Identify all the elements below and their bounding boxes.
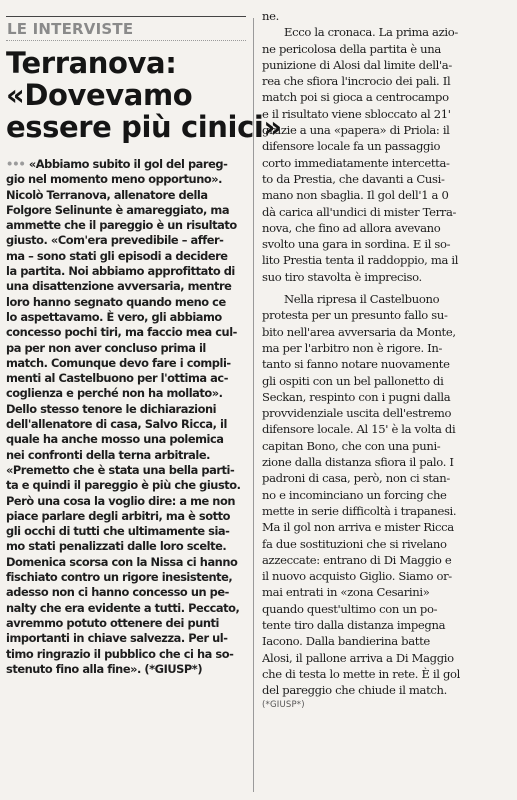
section-divider <box>6 40 246 41</box>
text-line-content: menti al Castelbuono per l'ottima ac- <box>6 371 228 386</box>
text-line-content: una disattenzione avversaria, mentre <box>6 279 232 294</box>
text-line-content: «Abbiamo subito il gol del pareg- <box>28 157 228 171</box>
text-line-content: nalty che era evidente a tutti. Peccato, <box>6 600 240 615</box>
text-line-content: provvidenziale uscita dell'estremo <box>262 406 452 421</box>
match-report-column <box>262 8 512 710</box>
text-line <box>6 616 246 631</box>
text-line: rea che sfiora l'incrocio dei pali. Il <box>262 74 451 89</box>
text-line: ne pericolosa della partita è una <box>262 41 441 56</box>
text-line <box>262 503 512 519</box>
headline-line: essere più cinici» <box>6 110 282 144</box>
text-line <box>6 249 246 264</box>
headline <box>6 46 282 144</box>
text-line <box>6 264 246 279</box>
text-line <box>6 172 246 187</box>
text-line <box>262 405 512 421</box>
text-line <box>6 631 246 646</box>
text-line-content: quando quest'ultimo con un po- <box>262 601 438 616</box>
text-line <box>6 601 246 616</box>
text-line: dà carica all'undici di mister Terra- <box>262 204 457 219</box>
text-line-content: la partita. Noi abbiamo approfittato di <box>6 264 235 279</box>
text-line <box>6 371 246 386</box>
text-line-content: Nicolò Terranova, allenatore della <box>6 187 208 202</box>
text-line <box>262 487 512 503</box>
text-line: to da Prestia, che davanti a Cusi- <box>262 171 445 186</box>
lead-bullets: ••• <box>6 157 25 171</box>
text-line-content: dell'allenatore di casa, Salvo Ricca, il <box>6 417 227 432</box>
text-line-content: il nuovo acquisto Giglio. Siamo or- <box>262 569 452 584</box>
text-line <box>6 570 246 585</box>
text-line <box>262 536 512 552</box>
section-label: LE INTERVISTE <box>7 20 134 38</box>
text-line <box>262 601 512 617</box>
match-report-body <box>262 8 512 698</box>
text-line-content: bito nell'area avversaria da Monte, <box>262 324 456 339</box>
text-line <box>262 421 512 437</box>
headline-line: Terranova: <box>6 46 177 80</box>
text-line <box>6 341 246 356</box>
text-line-content: Iacono. Dalla bandierina batte <box>262 634 430 649</box>
text-line <box>6 539 246 554</box>
text-line: match poi si gioca a centrocampo <box>262 90 449 105</box>
text-line: grazie a una «papera» di Priola: il <box>262 123 450 138</box>
text-line <box>6 585 246 600</box>
text-line-content: capitan Bono, che con una puni- <box>262 438 441 453</box>
text-line: punizione di Alosi dal limite dell'a- <box>262 57 452 72</box>
text-line-content: no e incominciano un forcing che <box>262 487 447 502</box>
text-line <box>262 8 512 24</box>
text-line <box>262 389 512 405</box>
text-line-content: Ma il gol non arriva e mister Ricca <box>262 520 454 535</box>
text-line <box>6 448 246 463</box>
top-rule <box>6 16 246 17</box>
text-line <box>262 666 512 682</box>
text-line-content: Domenica scorsa con la Nissa ci hanno <box>6 554 238 569</box>
text-line-content: pa per non aver concluso prima il <box>6 340 206 355</box>
text-line: corto immediatamente intercetta- <box>262 155 450 170</box>
text-line <box>262 650 512 666</box>
text-line-content: Alosi, il pallone arriva a Di Maggio <box>262 650 454 665</box>
headline-line: «Dovevamo <box>6 78 193 112</box>
text-line <box>262 633 512 649</box>
text-line-content: Folgore Selinunte è amareggiato, ma <box>6 202 230 217</box>
text-line <box>262 617 512 633</box>
interview-body <box>6 157 246 677</box>
text-line <box>6 402 246 417</box>
text-line-content: ne. <box>262 9 279 23</box>
text-line-content: Seckan, respinto con i pugni dalla <box>262 389 451 404</box>
text-line: svolto una gara in sordina. E il so- <box>262 237 451 252</box>
text-line <box>6 203 246 218</box>
text-line-content: lo aspettavamo. È vero, gli abbiamo <box>6 309 222 324</box>
text-line-content: gli occhi di tutti che ultimamente sia- <box>6 524 230 539</box>
text-line <box>6 188 246 203</box>
text-line-content: mo stati penalizzati dalle loro scelte. <box>6 539 227 554</box>
text-line <box>6 218 246 233</box>
text-line-content: importanti in chiave salvezza. Per ul- <box>6 631 228 646</box>
text-line-content: quale ha anche mosso una polemica <box>6 432 224 447</box>
text-line <box>6 325 246 340</box>
text-line: difensore locale fa un passaggio <box>262 139 441 154</box>
text-line <box>262 519 512 535</box>
text-line-content: fa due sostituzioni che si rivelano <box>262 536 447 551</box>
text-line-content: Dello stesso tenore le dichiarazioni <box>6 401 217 416</box>
text-line-content: protesta per un presunto fallo su- <box>262 308 448 323</box>
text-line <box>262 340 512 356</box>
text-line-content: fischiato contro un rigore inesistente, <box>6 570 233 585</box>
text-line-content: tente tiro dalla distanza impegna <box>262 617 446 632</box>
text-line-content: gli ospiti con un bel pallonetto di <box>262 373 444 388</box>
text-line: mano non sbaglia. Il gol dell'1 a 0 <box>262 188 449 203</box>
text-line <box>262 568 512 584</box>
text-line <box>6 386 246 401</box>
text-line-content: concesso pochi tiri, ma faccio mea cul- <box>6 325 237 340</box>
text-line-content: nei confronti della terna arbitrale. <box>6 447 210 462</box>
text-line <box>6 555 246 570</box>
text-line <box>6 509 246 524</box>
text-line-content: ammette che il pareggio è un risultato <box>6 218 237 233</box>
text-line <box>6 463 246 478</box>
text-line-content: avremmo potuto ottenere dei punti <box>6 615 219 630</box>
text-line: suo tiro stavolta è impreciso. <box>262 269 422 284</box>
text-line <box>262 291 512 307</box>
text-line-content: «Premetto che è stata una bella parti- <box>6 462 235 477</box>
text-line-content: ma – sono stati gli episodi a decidere <box>6 248 228 263</box>
text-line <box>262 373 512 389</box>
text-line <box>6 295 246 310</box>
text-line <box>6 647 246 662</box>
text-line-content: adesso non ci hanno concesso un pe- <box>6 585 229 600</box>
text-line-content: giusto. «Com'era prevedibile – affer- <box>6 233 224 248</box>
text-line-content: difensore locale. Al 15' è la volta di <box>262 422 456 437</box>
text-line-content: zione dalla distanza sfiora il palo. I <box>262 455 454 470</box>
author-signature: (*GIUSP*) <box>262 700 305 711</box>
text-line-content: padroni di casa, però, non ci stan- <box>262 471 450 486</box>
text-line <box>262 584 512 600</box>
text-line-content: coglienza e perché non ha mollato». <box>6 386 223 401</box>
text-line-content: tanto si fanno notare nuovamente <box>262 357 450 372</box>
text-line <box>262 470 512 486</box>
text-line-content: gio nel momento meno opportuno». <box>6 172 223 187</box>
text-line-content: mai entrati in «zona Cesarini» <box>262 585 430 600</box>
text-line-content: Però una cosa la voglio dire: a me non <box>6 493 236 508</box>
text-line-content: match. Comunque devo fare i compli- <box>6 355 231 370</box>
text-line-content: piace parlare degli arbitri, ma è sotto <box>6 508 230 523</box>
text-line <box>262 438 512 454</box>
text-line <box>6 157 246 172</box>
text-line-content: ma per l'arbitro non è rigore. In- <box>262 340 443 355</box>
text-line <box>6 233 246 248</box>
text-line-content: ta e quindi il pareggio è più che giusto. <box>6 478 241 493</box>
text-line: nova, che fino ad allora avevano <box>262 220 441 235</box>
text-line-content: del pareggio che chiude il match. <box>262 683 448 698</box>
text-line-content: loro hanno segnato quando meno ce <box>6 294 226 309</box>
text-line-content: Nella ripresa il Castelbuono <box>284 292 440 307</box>
text-line <box>6 662 246 677</box>
text-line-content: timo ringrazio il pubblico che ci ha so- <box>6 646 234 661</box>
text-line <box>262 307 512 323</box>
text-line <box>6 494 246 509</box>
text-line <box>6 478 246 493</box>
text-line: e il risultato viene sbloccato al 21' <box>262 106 451 121</box>
text-line <box>6 432 246 447</box>
text-line <box>262 552 512 568</box>
interview-column <box>6 16 282 677</box>
text-line <box>6 524 246 539</box>
text-line <box>6 279 246 294</box>
text-line <box>6 356 246 371</box>
text-line: lito Prestia tenta il raddoppio, ma il <box>262 253 459 268</box>
column-divider <box>253 18 254 792</box>
text-line-content: che di testa lo mette in rete. È il gol <box>262 666 461 681</box>
text-line-content: stenuto fino alla fine». (*GIUSP*) <box>6 661 203 676</box>
text-line-content: azzeccate: entrano di Di Maggio e <box>262 552 452 567</box>
text-line <box>262 454 512 470</box>
text-line: Ecco la cronaca. La prima azio- <box>284 25 458 40</box>
text-line <box>262 682 512 698</box>
text-line <box>262 324 512 340</box>
text-line-content: mette in serie difficoltà i trapanesi. <box>262 503 457 518</box>
text-line <box>262 356 512 372</box>
text-line <box>6 310 246 325</box>
text-line <box>6 417 246 432</box>
